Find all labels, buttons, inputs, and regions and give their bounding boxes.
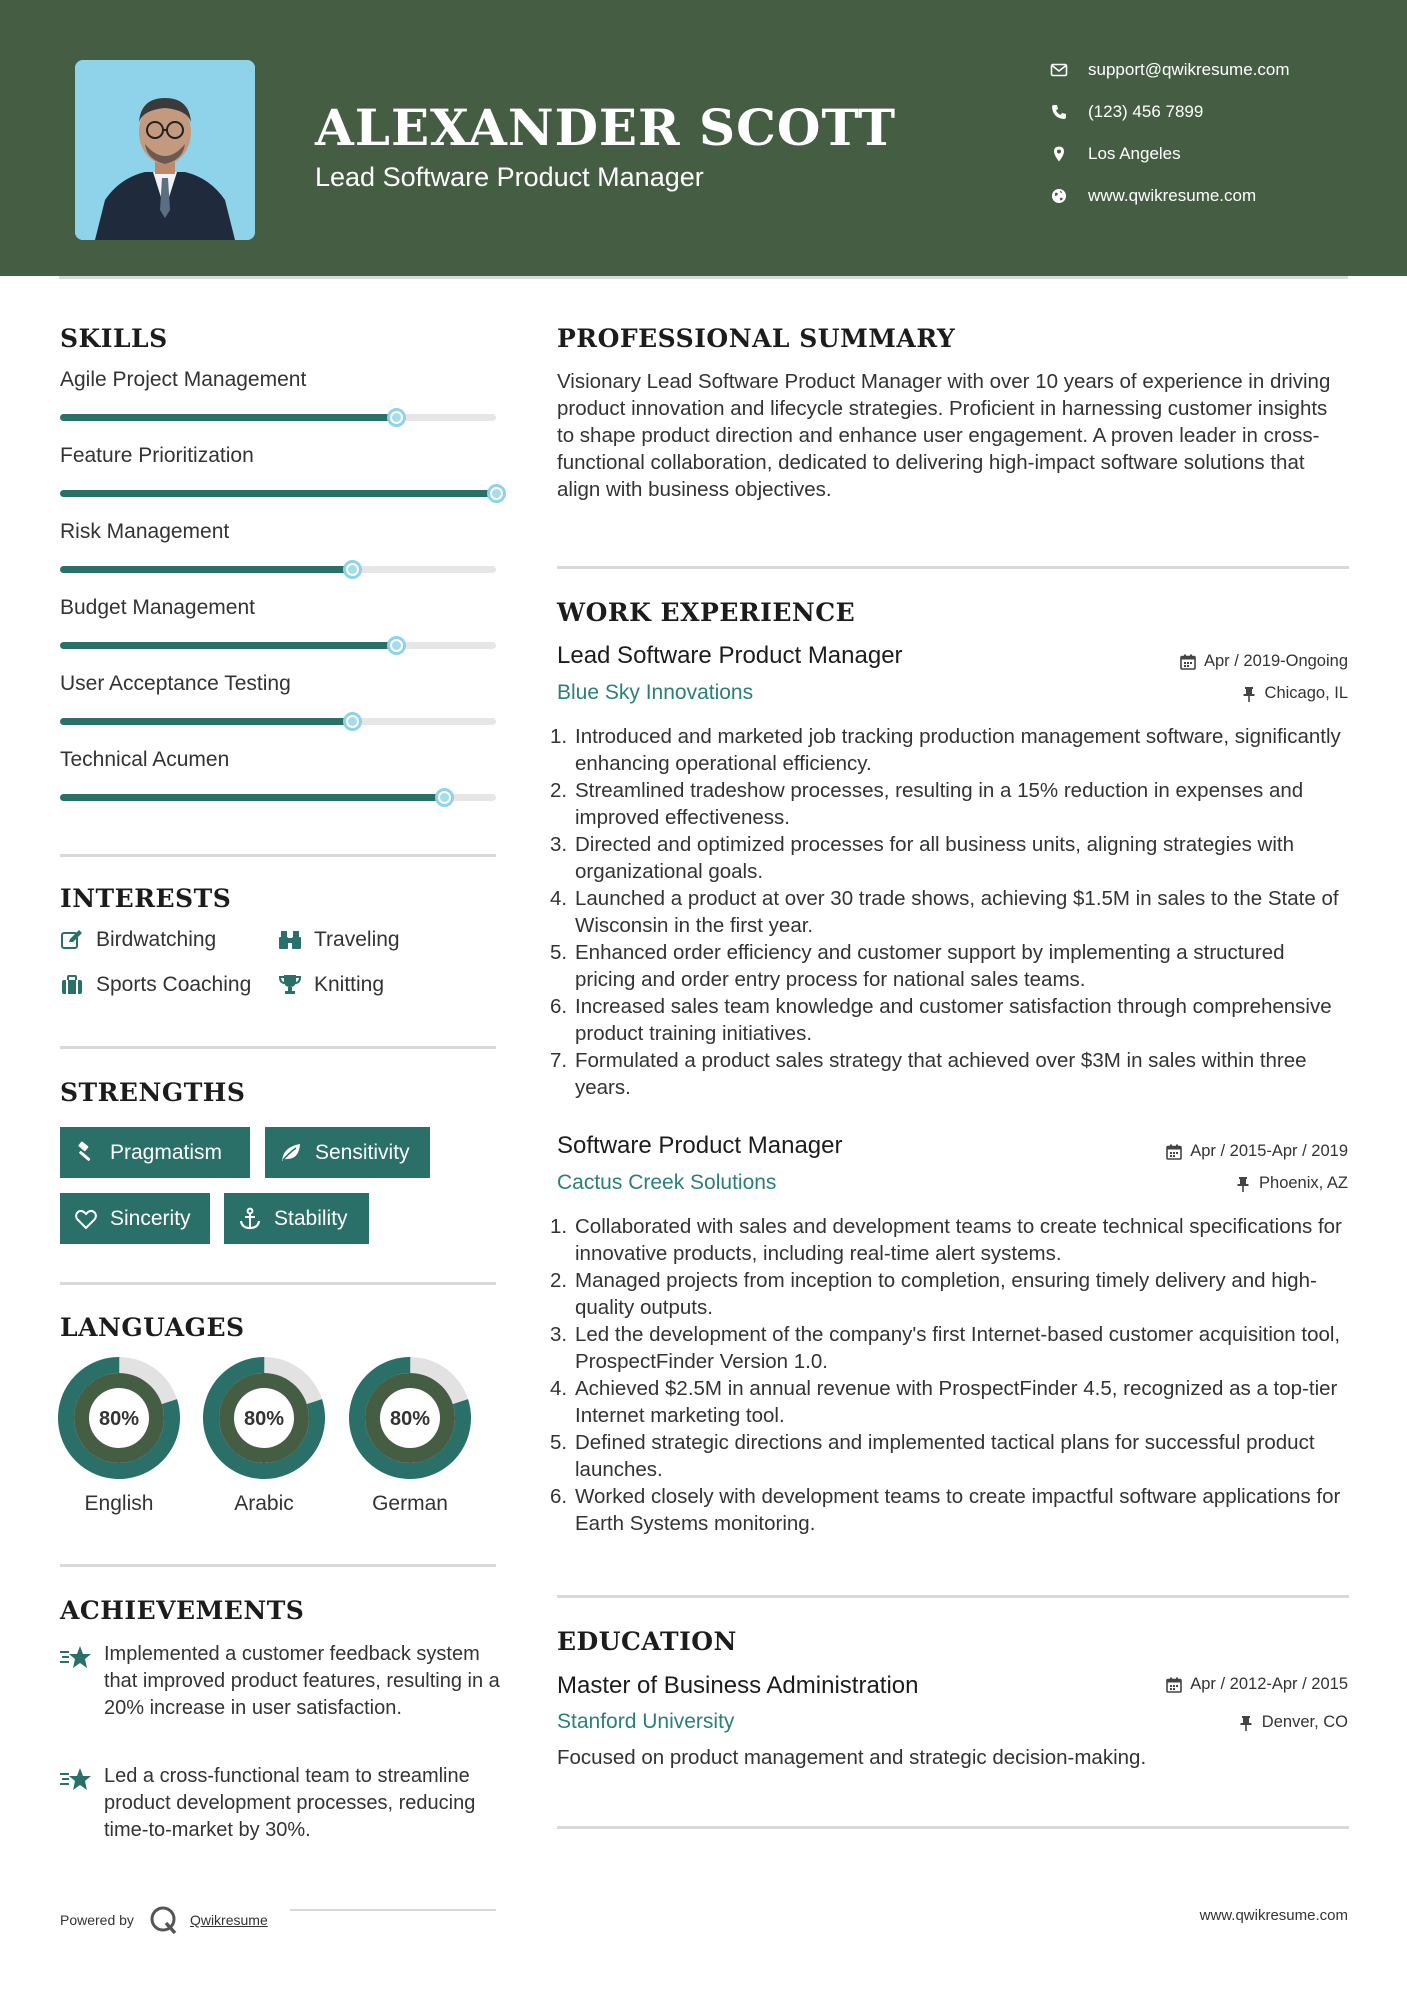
language-ring — [349, 1357, 471, 1479]
job-title: Lead Software Product Manager — [557, 642, 903, 669]
skill-bar — [60, 414, 496, 421]
education-description: Focused on product management and strategic decision-making. — [557, 1746, 1147, 1769]
language-percent: 80% — [98, 1408, 140, 1430]
education-location — [1238, 1713, 1348, 1732]
bullet-number: 5. — [550, 1431, 568, 1454]
bullet-number: 4. — [550, 887, 568, 910]
gavel-icon — [74, 1141, 98, 1165]
strength-label: Pragmatism — [110, 1140, 223, 1164]
summary-heading: PROFESSIONAL SUMMARY — [557, 324, 956, 353]
job-bullet — [550, 1321, 1350, 1375]
bullet-number: 6. — [550, 995, 568, 1018]
interests-heading: INTERESTS — [60, 884, 232, 913]
education-heading: EDUCATION — [557, 1627, 737, 1656]
contact-website[interactable] — [1050, 181, 1256, 211]
interest-label: Knitting — [314, 973, 385, 996]
education-location-text: Denver, CO — [1261, 1713, 1348, 1731]
section-divider — [60, 1564, 496, 1567]
candidate-name: ALEXANDER SCOTT — [315, 98, 897, 157]
contact-phone-text: (123) 456 7899 — [1088, 102, 1204, 121]
anchor-icon — [238, 1207, 262, 1231]
section-divider — [557, 1595, 1349, 1598]
job-bullet — [550, 993, 1350, 1047]
contact-email[interactable] — [1050, 55, 1290, 85]
interest-sports-coaching — [60, 973, 251, 997]
skill-label: Agile Project Management — [60, 368, 307, 391]
bullet-text: Led the development of the company's first Internet-based customer acquisition tool, ProspectFinder Version 1.0. — [575, 1323, 1341, 1373]
job-dates-text: Apr / 2015-Apr / 2019 — [1190, 1142, 1348, 1160]
summary-text: Visionary Lead Software Product Manager with over 10 years of experience in driving product innovation and lifecycle strategies. Proficient in harnessing customer insights to shape product direction and enhance user engagement. A proven leader in cross-functional collaboration, dedicated to delivering high-impact software solutions that align with business objectives. — [557, 370, 1331, 501]
bullet-text: Introduced and marketed job tracking production management software, significantly enhancing operational efficiency. — [575, 725, 1341, 775]
candidate-role: Lead Software Product Manager — [315, 162, 704, 192]
job-dates-text: Apr / 2019-Ongoing — [1203, 652, 1348, 670]
strength-badge-pragmatism — [60, 1127, 250, 1178]
skill-bar-fill — [60, 794, 444, 801]
languages-heading: LANGUAGES — [60, 1313, 245, 1342]
skill-label: Budget Management — [60, 596, 255, 619]
job-bullet — [550, 1047, 1350, 1101]
interest-label: Birdwatching — [96, 928, 217, 951]
job-company: Blue Sky Innovations — [557, 681, 754, 704]
job-bullet — [550, 831, 1350, 885]
job-dates — [1166, 1142, 1348, 1161]
skill-label: User Acceptance Testing — [60, 672, 291, 695]
language-name: German — [372, 1492, 448, 1515]
skill-level-knob — [435, 788, 454, 807]
bullet-text: Launched a product at over 30 trade shows, achieving $1.5M in sales to the State of Wisconsin in the first year. — [575, 887, 1339, 937]
heart-icon — [74, 1207, 98, 1231]
language-percent: 80% — [243, 1408, 285, 1430]
bullet-number: 7. — [550, 1049, 568, 1072]
calendar-icon — [1180, 654, 1196, 670]
skill-level-knob — [387, 636, 406, 655]
strength-badge-stability — [224, 1193, 369, 1244]
contact-phone[interactable] — [1050, 97, 1203, 127]
job-location-text: Phoenix, AZ — [1259, 1174, 1348, 1192]
bullet-text: Defined strategic directions and implemented tactical plans for successful product launches. — [575, 1431, 1315, 1481]
pushpin-icon — [1238, 1715, 1254, 1731]
header-divider — [59, 276, 1348, 279]
bullet-number: 4. — [550, 1377, 568, 1400]
powered-by — [60, 1904, 268, 1936]
skill-bar — [60, 566, 496, 573]
bullet-number: 6. — [550, 1485, 568, 1508]
bullet-text: Formulated a product sales strategy that achieved over $3M in sales within three years. — [575, 1049, 1307, 1099]
bullet-text: Directed and optimized processes for all business units, aligning strategies with organizational goals. — [575, 833, 1295, 883]
strength-label: Sincerity — [110, 1206, 191, 1230]
pencil-square-icon — [60, 928, 84, 952]
bullet-number: 3. — [550, 833, 568, 856]
skill-bar — [60, 794, 496, 801]
job-bullet — [550, 885, 1350, 939]
interest-traveling — [278, 928, 400, 952]
bullet-number: 1. — [550, 1215, 568, 1238]
skill-label: Risk Management — [60, 520, 230, 543]
section-divider — [60, 1282, 496, 1285]
section-divider — [557, 566, 1349, 569]
skill-level-knob — [487, 484, 506, 503]
education-dates-text: Apr / 2012-Apr / 2015 — [1190, 1675, 1348, 1693]
job-company: Cactus Creek Solutions — [557, 1171, 777, 1194]
interest-label: Traveling — [314, 928, 400, 951]
job-dates — [1180, 652, 1348, 671]
skill-bar-fill — [60, 642, 396, 649]
job-location — [1235, 1174, 1348, 1193]
job-title: Software Product Manager — [557, 1132, 843, 1159]
bullet-text: Worked closely with development teams to create impactful software applications for Earth Systems monitoring. — [575, 1485, 1341, 1535]
language-name: Arabic — [234, 1492, 294, 1515]
trophy-icon — [278, 973, 302, 997]
job-bullets — [550, 1213, 1350, 1537]
skill-bar-fill — [60, 566, 352, 573]
footer-divider — [290, 1909, 496, 1911]
contact-location — [1050, 139, 1181, 169]
skills-heading: SKILLS — [60, 324, 168, 353]
resume-header — [0, 0, 1407, 276]
achievements-heading: ACHIEVEMENTS — [60, 1596, 305, 1625]
leaf-icon — [279, 1141, 303, 1165]
qwikresume-logo-icon — [148, 1904, 180, 1936]
footer-url[interactable]: www.qwikresume.com — [1199, 1907, 1348, 1924]
language-ring — [203, 1357, 325, 1479]
skill-label: Technical Acumen — [60, 748, 230, 771]
powered-by-text: Powered by — [60, 1912, 134, 1928]
job-bullet — [550, 777, 1350, 831]
skill-bar-fill — [60, 490, 496, 497]
strength-badge-sensitivity — [265, 1127, 430, 1178]
language-name: English — [84, 1492, 154, 1515]
job-bullet — [550, 1267, 1350, 1321]
skill-label: Feature Prioritization — [60, 444, 254, 467]
bullet-text: Managed projects from inception to completion, ensuring timely delivery and high-quality outputs. — [575, 1269, 1317, 1319]
contact-email-text: support@qwikresume.com — [1088, 60, 1290, 79]
language-ring — [58, 1357, 180, 1479]
pushpin-icon — [1235, 1176, 1251, 1192]
phone-icon — [1050, 103, 1068, 121]
job-bullet — [550, 939, 1350, 993]
strength-label: Sensitivity — [315, 1140, 410, 1164]
bullet-text: Streamlined tradeshow processes, resulting in a 15% reduction in expenses and improved effectiveness. — [575, 779, 1304, 829]
skill-bar — [60, 642, 496, 649]
bullet-text: Enhanced order efficiency and customer support by implementing a structured pricing and order entry process for national sales teams. — [575, 941, 1285, 991]
job-bullet — [550, 723, 1350, 777]
bullet-text: Increased sales team knowledge and customer satisfaction through comprehensive product training initiatives. — [575, 995, 1332, 1045]
skill-bar — [60, 490, 496, 497]
experience-heading: WORK EXPERIENCE — [557, 598, 856, 627]
skill-level-knob — [387, 408, 406, 427]
achievement-item — [60, 1641, 500, 1757]
contact-location-text: Los Angeles — [1088, 144, 1181, 163]
education-dates — [1166, 1675, 1348, 1694]
language-percent: 80% — [389, 1408, 431, 1430]
qwikresume-link[interactable]: Qwikresume — [189, 1912, 268, 1928]
strength-badge-sincerity — [60, 1193, 210, 1244]
job-bullet — [550, 1213, 1350, 1267]
interest-knitting — [278, 973, 384, 997]
star-icon — [60, 1767, 92, 1793]
degree-title: Master of Business Administration — [557, 1672, 919, 1699]
achievement-text: Led a cross-functional team to streamline product development processes, reducing time-to-market by 30%. — [104, 1765, 476, 1841]
bullet-number: 2. — [550, 1269, 568, 1292]
job-bullets — [550, 723, 1350, 1101]
skill-bar-fill — [60, 414, 396, 421]
skill-bar — [60, 718, 496, 725]
bullet-number: 2. — [550, 779, 568, 802]
binoculars-icon — [278, 928, 302, 952]
skill-level-knob — [343, 712, 362, 731]
calendar-icon — [1166, 1677, 1182, 1693]
map-marker-icon — [1050, 145, 1068, 163]
section-divider — [557, 1826, 1349, 1829]
section-divider — [60, 854, 496, 857]
bullet-text: Collaborated with sales and development teams to create technical specifications for innovative products, including real-time alert systems. — [575, 1215, 1342, 1265]
contact-website-text: www.qwikresume.com — [1088, 186, 1257, 205]
job-bullet — [550, 1429, 1350, 1483]
pushpin-icon — [1241, 686, 1257, 702]
school-name: Stanford University — [557, 1710, 735, 1733]
skill-level-knob — [343, 560, 362, 579]
interest-birdwatching — [60, 928, 216, 952]
briefcase-icon — [60, 973, 84, 997]
job-location — [1241, 684, 1348, 703]
bullet-number: 3. — [550, 1323, 568, 1346]
job-location-text: Chicago, IL — [1264, 684, 1348, 702]
achievement-item — [60, 1763, 500, 1879]
job-bullet — [550, 1375, 1350, 1429]
skill-bar-fill — [60, 718, 352, 725]
globe-icon — [1050, 187, 1068, 205]
bullet-number: 5. — [550, 941, 568, 964]
job-bullet — [550, 1483, 1350, 1537]
achievement-text: Implemented a customer feedback system that improved product features, resulting in a 20% increase in user satisfaction. — [104, 1643, 500, 1719]
strengths-heading: STRENGTHS — [60, 1078, 246, 1107]
strength-label: Stability — [274, 1206, 348, 1230]
interest-label: Sports Coaching — [96, 973, 252, 996]
calendar-icon — [1166, 1144, 1182, 1160]
bullet-number: 1. — [550, 725, 568, 748]
star-icon — [60, 1645, 92, 1671]
envelope-icon — [1050, 61, 1068, 79]
profile-photo — [75, 60, 255, 240]
bullet-text: Achieved $2.5M in annual revenue with ProspectFinder 4.5, recognized as a top-tier Internet marketing tool. — [575, 1377, 1338, 1427]
section-divider — [60, 1046, 496, 1049]
